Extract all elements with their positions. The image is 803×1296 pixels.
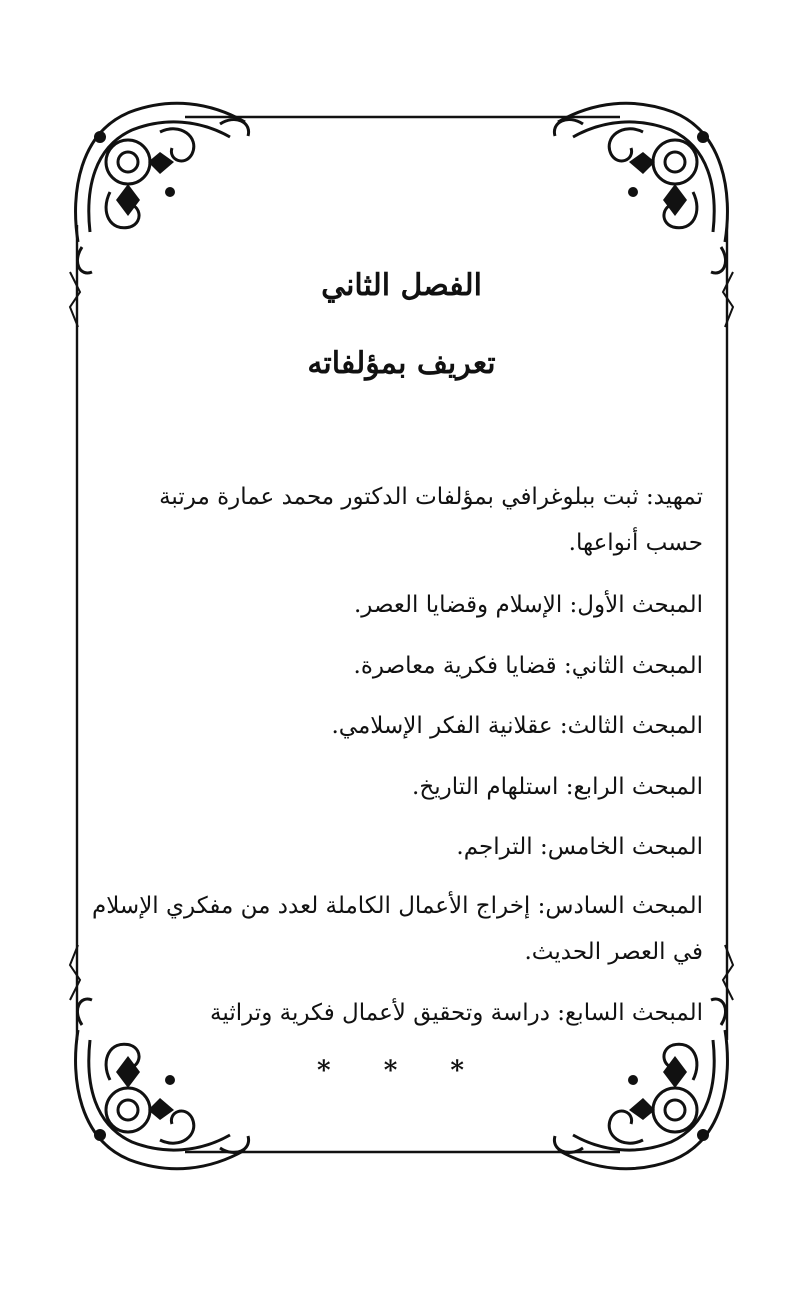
entry-label: المبحث السابع: (557, 1000, 703, 1026)
entry-text: عقلانية الفكر الإسلامي. (331, 713, 553, 739)
entry-text: الإسلام وقضايا العصر. (353, 592, 563, 618)
entry-label: تمهيد: (645, 484, 703, 510)
section-separator: * * * (317, 1056, 486, 1086)
entry-text: إخراج الأعمال الكاملة لعدد من مفكري الإسلام في العصر الحديث. (91, 893, 703, 965)
section-entry-1 (143, 582, 703, 628)
chapter-subtitle: تعريف بمؤلفاته (307, 346, 496, 381)
entry-text: دراسة وتحقيق لأعمال فكرية وتراثية (210, 1000, 550, 1026)
entry-label: المبحث الرابع: (565, 774, 703, 800)
section-entry-3 (143, 703, 703, 749)
entry-label: المبحث الأول: (569, 592, 703, 618)
section-entry-4 (143, 764, 703, 810)
entry-label: المبحث الثالث: (559, 713, 703, 739)
section-entry-7 (83, 990, 703, 1036)
section-entry-2 (143, 643, 703, 689)
entry-text: استلهام التاريخ. (412, 774, 559, 800)
intro-entry (143, 474, 703, 566)
entry-label: المبحث السادس: (537, 893, 703, 919)
chapter-number: الفصل الثاني (321, 268, 482, 303)
entry-label: المبحث الثاني: (563, 653, 703, 679)
entry-text: قضايا فكرية معاصرة. (353, 653, 557, 679)
section-entry-5 (143, 824, 703, 870)
entry-label: المبحث الخامس: (539, 834, 703, 860)
entry-text: التراجم. (456, 834, 533, 860)
entry-text: ثبت ببلوغرافي بمؤلفات الدكتور محمد عمارة مرتبة حسب أنواعها. (159, 484, 703, 556)
section-entry-6 (83, 883, 703, 975)
